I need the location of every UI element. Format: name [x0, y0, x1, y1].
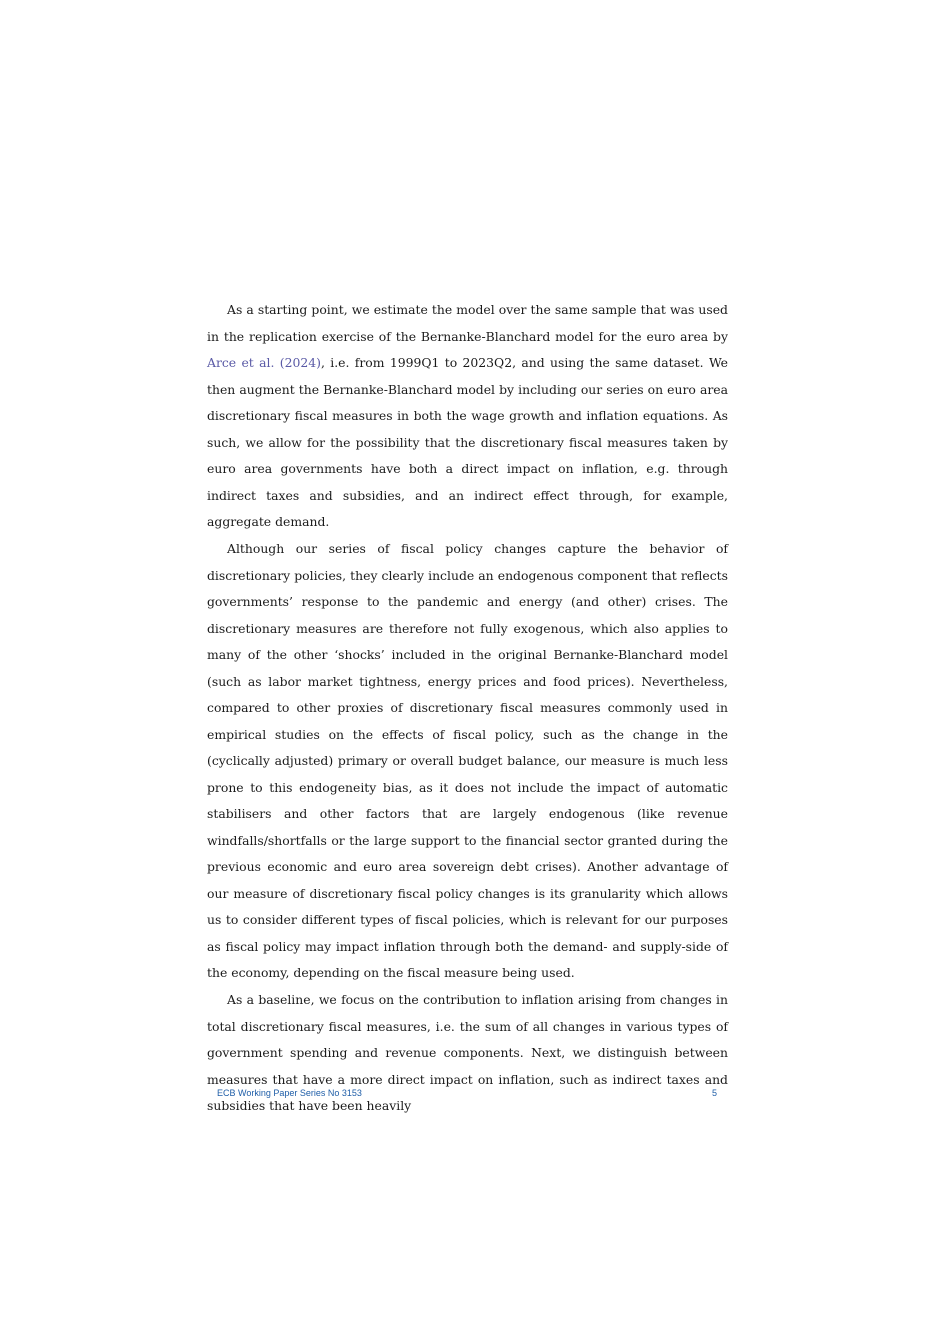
citation-open-paren: (: [274, 355, 285, 370]
citation-close-paren: ): [316, 355, 321, 370]
citation-link[interactable]: [207, 355, 321, 370]
paragraph-3: As a baseline, we focus on the contribution to inflation arising from changes in total discretionary fiscal measures, i.e. the sum of all changes in various types of government spending and revenue components. Next, we distinguish between measures that have a more direct impact on inflation, such as indirect taxes and subsidies that have been heavily: [207, 992, 728, 1113]
body-text: [207, 297, 728, 1120]
paragraph-1-after-citation: , i.e. from 1999Q1 to 2023Q2, and using the same dataset. We then augment the Bernanke-Blanchard model by including our series on euro area discretionary fiscal measures in both the wage growth and inflation equations. As such, we allow for the possibility that the discretionary fiscal measures taken by euro area governments have both a direct impact on inflation, e.g. through indirect taxes and subsidies, and an indirect effect through, for example, aggregate demand.: [207, 355, 728, 529]
paragraph-1: [207, 297, 728, 536]
paragraph-2: Although our series of fiscal policy changes capture the behavior of discretionary policies, they clearly include an endogenous component that reflects governments’ response to the pandemic and energy (and other) crises. The discretionary measures are therefore not fully exogenous, which also applies to many of the other ‘shocks’ included in the original Bernanke-Blanchard model (such as labor market tightness, energy prices and food prices). Nevertheless, compared to other proxies of discretionary fiscal measures commonly used in empirical studies on the effects of fiscal policy, such as the change in the (cyclically adjusted) primary or overall budget balance, our measure is much less prone to this endogeneity bias, as it does not include the impact of automatic stabilisers and other factors that are largely endogenous (like revenue windfalls/shortfalls or the large support to the financial sector granted during the previous economic and euro area sovereign debt crises). Another advantage of our measure of discretionary fiscal policy changes is its granularity which allows us to consider different types of fiscal policies, which is relevant for our purposes as fiscal policy may impact inflation through both the demand- and supply-side of the economy, depending on the fiscal measure being used.: [207, 541, 728, 980]
citation-author: Arce et al.: [207, 355, 275, 370]
paragraph-1-before-citation: As a starting point, we estimate the model over the same sample that was used in the replication exercise of the Bernanke-Blanchard model for the euro area by: [207, 302, 728, 344]
citation-year: 2024: [284, 355, 317, 370]
footer-series-label: ECB Working Paper Series No 3153: [217, 1088, 362, 1098]
footer-page-number: 5: [712, 1088, 718, 1098]
